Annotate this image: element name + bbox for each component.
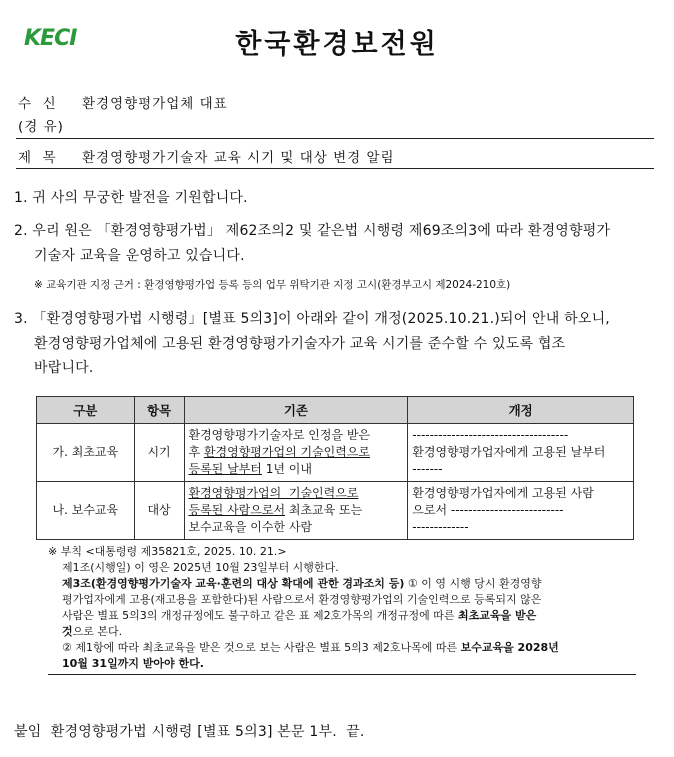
table-row [37,424,634,482]
cell-text-underlined: 등록된 사람으로서 [188,503,286,517]
paragraph-3-line-3: 바랍니다. [34,360,94,376]
org-name: 한국환경보전원 [235,29,439,60]
table-cell-new [408,482,634,540]
subject-value: 환경영향평가기술자 교육 시기 및 대상 변경 알림 [82,150,395,166]
table-cell-item: 시기 [134,424,184,482]
cell-text: 1년 이내 [261,462,312,476]
table-cell-division: 가. 최초교육 [37,424,135,482]
keci-logo: KECI [24,26,77,51]
table-cell-old [184,424,408,482]
footnote-line: 평가업자에게 고용(재고용을 포함한다)된 사람으로서 환경영향평가업의 기술인력으로 등록되지 않은 [62,593,542,606]
cell-text-underlined: 등록된 날부터 [188,462,262,476]
footnote-line [48,624,638,640]
footnote-rule [48,674,636,675]
footnote-bold: 최초교육을 받은 [458,609,537,622]
cell-dashes: ------------- [412,520,469,534]
footnote-line [48,640,638,656]
cell-text: 환경영향평가업자에게 고용된 사람 [412,486,594,500]
footnote-text: ① 이 영 시행 당시 환경영향 [404,577,542,590]
cell-text: 최초교육 또는 [285,503,363,517]
recipient-label: 수 신 [18,96,57,112]
cell-text: 환경영향평가기술자로 인정을 받은 [188,428,371,442]
footnote-line [48,608,638,624]
table-header-row [37,397,634,424]
table-cell-old [184,482,408,540]
paragraph-1: 1. 귀 사의 무궁한 발전을 기원합니다. [14,190,248,206]
paragraph-2-note: ※ 교육기관 지정 근거 : 환경영향평가업 등록 등의 업무 위탁기관 지정 고시(환경부고시 제2024-210호) [34,279,511,291]
table-header-cell: 항목 [134,397,184,424]
footnote-text: ② 제1항에 따라 최초교육을 받은 것으로 보는 사람은 별표 5의3 제2호나목에 따른 [62,641,461,654]
cell-text: 으로서 [412,503,451,517]
revision-table [36,396,634,540]
cell-dashes: ------------------------------------ [412,428,569,442]
cell-text-underlined: 환경영향평가업의 기술인력으로 [188,486,359,500]
subject-label: 제 목 [18,150,57,166]
cell-dashes: ------- [412,462,443,476]
paragraph-3-line-2: 환경영향평가업체에 고용된 환경영향평가기술자가 교육 시기를 준수할 수 있도록 협조 [34,336,566,352]
cell-dashes: -------------------------- [450,503,564,517]
via-label: (경 유) [18,119,64,135]
footnote-bold: 보수교육을 2028년 [460,641,559,654]
header-rule-top [16,138,654,139]
cell-text: 보수교육을 이수한 사람 [188,520,313,534]
footnote-bold: 제3조(환경영향평가기술자 교육·훈련의 대상 확대에 관한 경과조치 등) [62,577,405,590]
paragraph-2-line-2: 기술자 교육을 운영하고 있습니다. [34,248,245,264]
table-header-cell: 기존 [184,397,408,424]
footnote-text: 사람은 별표 5의3의 개정규정에도 불구하고 같은 표 제2호가목의 개정규정에 따른 [62,609,458,622]
table-cell-division: 나. 보수교육 [37,482,135,540]
table-header-cell: 구분 [37,397,135,424]
paragraph-3-line-1: 3. 「환경영향평가법 시행령」[별표 5의3]이 아래와 같이 개정(2025.10.21.)되어 안내 하오니, [14,311,610,327]
footnote-line: 제1조(시행일) 이 영은 2025년 10월 23일부터 시행한다. [62,561,339,574]
header-rule-bottom [16,168,654,169]
footnote-text: 으로 본다. [72,625,123,638]
footnote-line: 10월 31일까지 받아야 한다. [62,657,204,670]
cell-text-underlined: 환경영향평가업의 기술인력으로 [203,445,371,459]
footnote [48,544,638,672]
table-header-cell: 개정 [408,397,634,424]
footnote-line [48,576,638,592]
table-row [37,482,634,540]
recipient-value: 환경영향평가업체 대표 [82,96,228,112]
paragraph-2-line-1: 2. 우리 원은 「환경영향평가법」 제62조의2 및 같은법 시행령 제69조의3에 따라 환경영향평가 [14,223,611,239]
footnote-line: ※ 부칙 <대통령령 제35821호, 2025. 10. 21.> [48,545,287,558]
table-cell-item: 대상 [134,482,184,540]
cell-text: 환경영향평가업자에게 고용된 날부터 [412,445,606,459]
table-cell-new [408,424,634,482]
attachment-line: 붙임 환경영향평가법 시행령 [별표 5의3] 본문 1부. 끝. [14,724,365,740]
footnote-bold: 것 [62,625,73,638]
cell-text: 후 [188,445,204,459]
